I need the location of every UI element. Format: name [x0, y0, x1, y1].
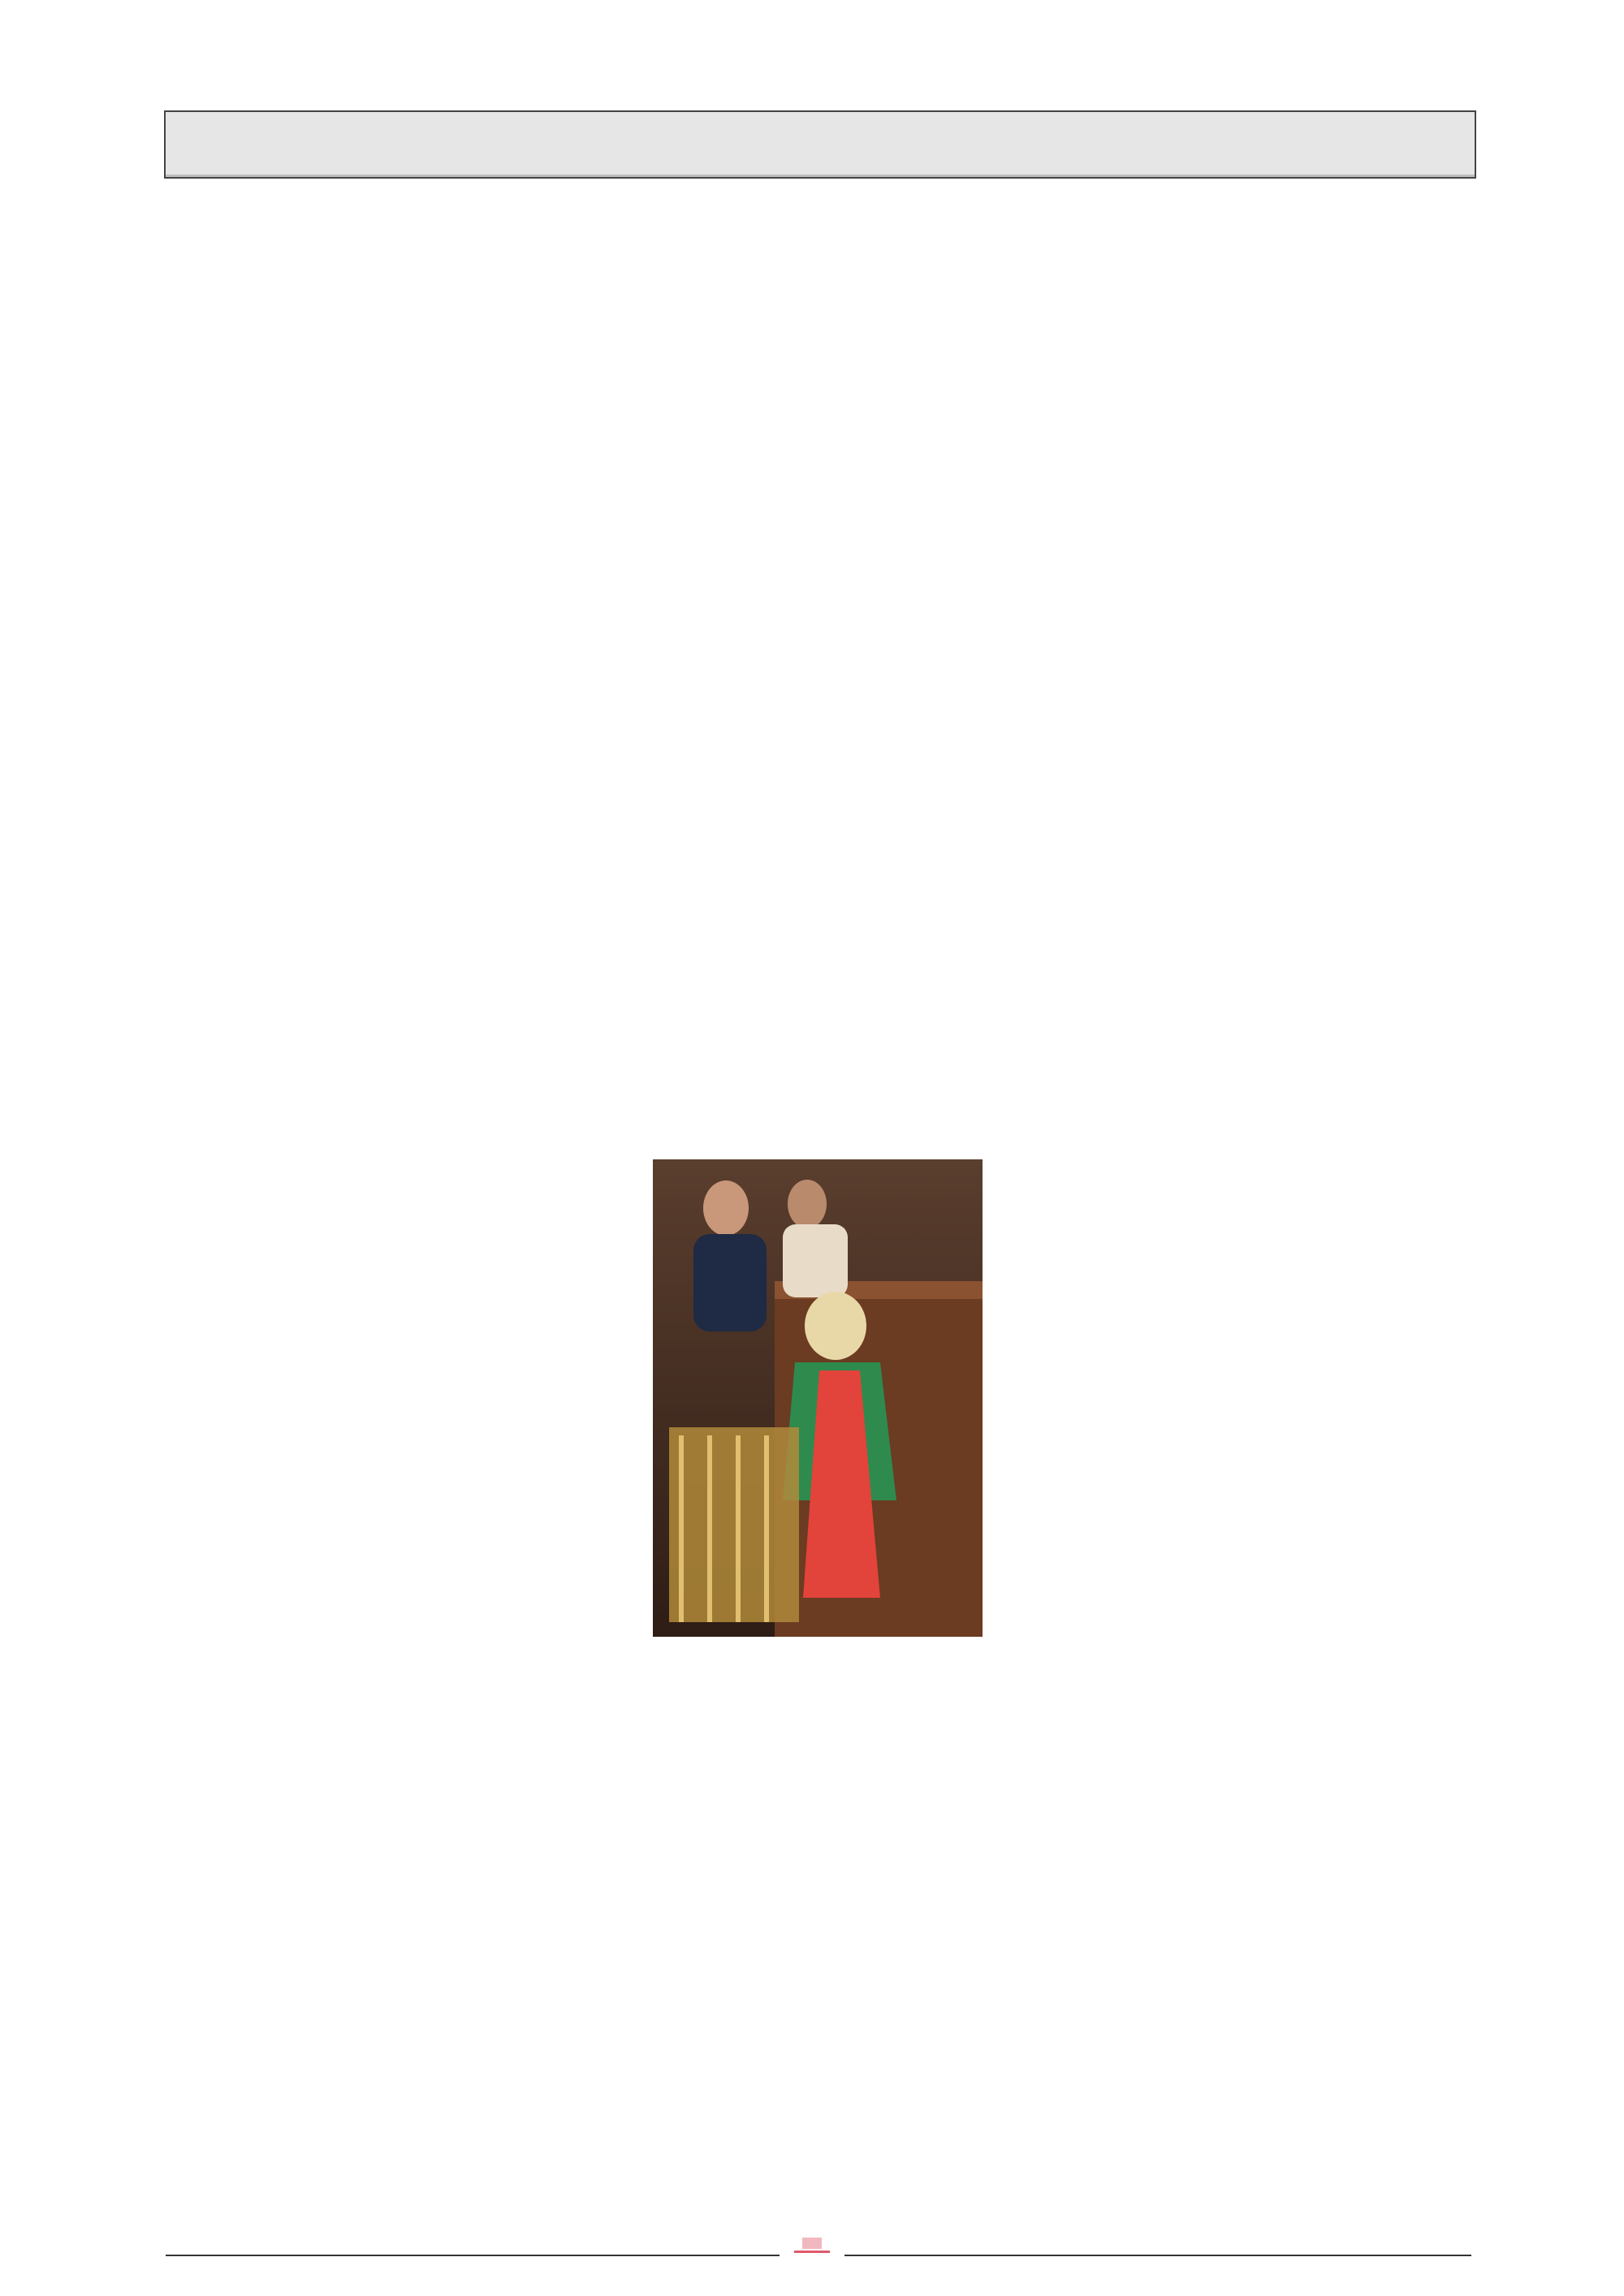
seated-man-head — [703, 1180, 749, 1236]
page-title — [164, 110, 1476, 179]
bng-logo — [780, 2236, 844, 2296]
parliament-photo — [653, 1159, 983, 1637]
seated-woman-head — [788, 1180, 827, 1228]
golden-railing — [669, 1427, 799, 1622]
seated-woman-body — [783, 1224, 848, 1297]
seated-man-body — [693, 1234, 767, 1331]
standing-woman-head — [805, 1292, 866, 1360]
